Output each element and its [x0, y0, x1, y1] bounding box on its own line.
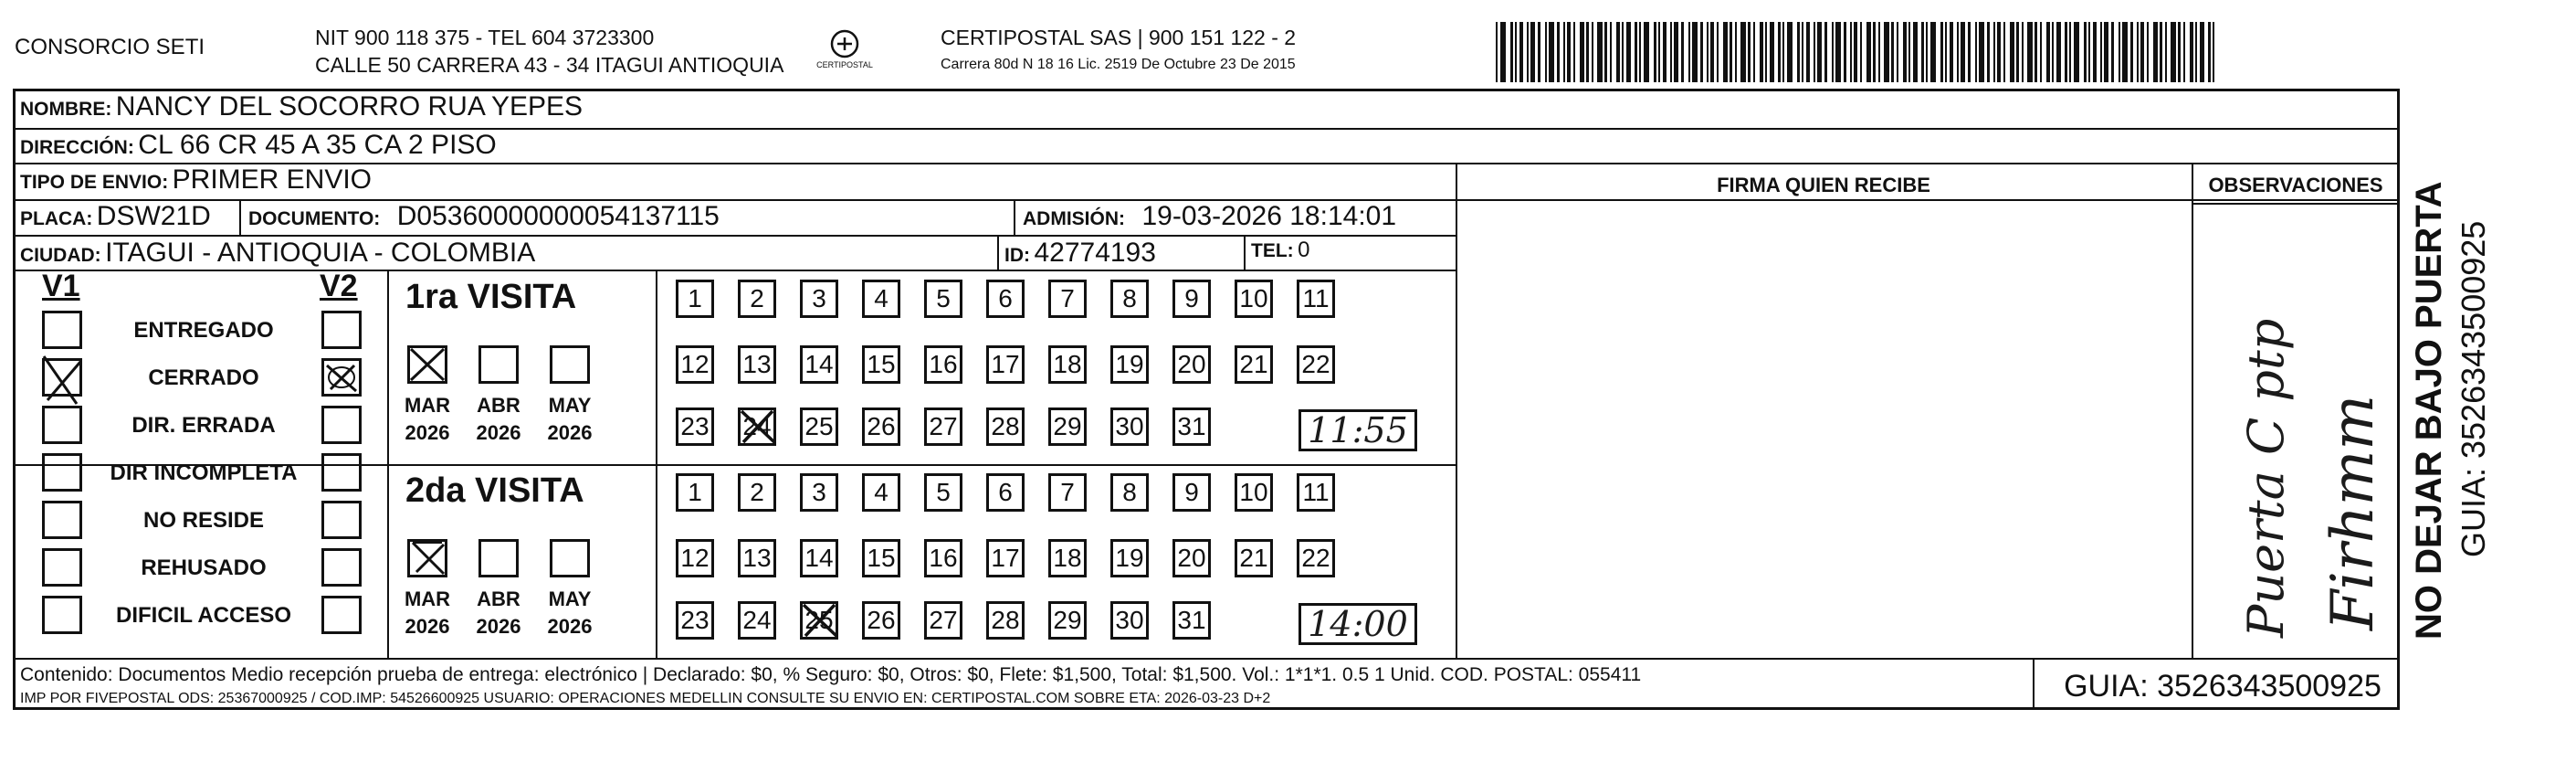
barcode-bar: [1987, 22, 1990, 82]
barcode-bar: [2016, 22, 2019, 82]
reason-no-reside: NO RESIDE: [142, 508, 265, 533]
tel-label: TEL:: [1251, 240, 1294, 261]
barcode-bar: [1740, 22, 1746, 82]
logo-text: CERTIPOSTAL: [816, 60, 873, 69]
barcode-bar: [1616, 22, 1620, 82]
barcode-bar: [1993, 22, 1995, 82]
id-cell: [1004, 238, 1156, 269]
visit-1-year-mar: 2026: [405, 421, 450, 444]
observations-header: OBSERVACIONES: [2208, 174, 2383, 196]
visit-1-day-15[interactable]: 15: [862, 345, 900, 384]
visit-1-day-27[interactable]: 27: [924, 407, 962, 446]
reason-dir-incompleta: DIR INCOMPLETA: [110, 460, 298, 485]
visit-1-day-checkmark-icon: [734, 404, 780, 448]
barcode-bar: [1760, 22, 1763, 82]
city-cell: [20, 238, 535, 269]
barcode-bar: [2010, 22, 2014, 82]
footer-imp-line: IMP POR FIVEPOSTAL ODS: 25367000925 / COD.IMP: 54526600925 USUARIO: OPERACIONES MEDELLIN CONSULTE SU ENVIO EN: CERTIPOSTAL.COM SOBRE ETA: 2026-03-23 D+2: [20, 691, 1271, 706]
plate-value: DSW21D: [96, 201, 211, 231]
visit-2-day-8[interactable]: 8: [1110, 473, 1149, 512]
visit-2-title: 2da VISITA: [405, 471, 584, 510]
visit-2-day-10[interactable]: 10: [1235, 473, 1273, 512]
barcode-bar: [1897, 22, 1898, 82]
barcode-bar: [1782, 22, 1784, 82]
barcode-bar: [2069, 22, 2071, 82]
visit-1-day-21[interactable]: 21: [1235, 345, 1273, 384]
visit-2-day-16[interactable]: 16: [924, 539, 962, 577]
recipient-address: CL 66 CR 45 A 35 CA 2 PISO: [138, 130, 497, 160]
visit-2-day-2[interactable]: 2: [738, 473, 776, 512]
barcode-bar: [2088, 22, 2090, 82]
visit-2-day-1[interactable]: 1: [676, 473, 714, 512]
visit-2-day-24[interactable]: 24: [738, 601, 776, 640]
barcode-bar: [1979, 22, 1984, 82]
visit-2-day-5[interactable]: 5: [924, 473, 962, 512]
visit-1-day-10[interactable]: 10: [1235, 280, 1273, 318]
visit-1-day-25[interactable]: 25: [800, 407, 838, 446]
barcode-bar: [1814, 22, 1815, 82]
visit-2-day-3[interactable]: 3: [800, 473, 838, 512]
visit-1-day-28[interactable]: 28: [986, 407, 1025, 446]
admission-value: 19-03-2026 18:14:01: [1141, 201, 1397, 231]
barcode-bar: [1644, 22, 1649, 82]
v2-cerrado-checkmark-icon: [321, 358, 362, 397]
v2-label: V2: [320, 269, 358, 303]
barcode-bar: [1519, 22, 1523, 82]
barcode-bar: [2178, 22, 2181, 82]
barcode-bar: [1860, 22, 1862, 82]
visit-2-mar-checkmark-icon: [407, 537, 449, 577]
visit-1-day-16[interactable]: 16: [924, 345, 962, 384]
barcode-bar: [1663, 22, 1667, 82]
city-label: CIUDAD:: [20, 245, 101, 266]
barcode-bar: [1496, 22, 1498, 82]
barcode-bar: [1549, 22, 1554, 82]
city-value: ITAGUI - ANTIOQUIA - COLOMBIA: [105, 238, 536, 268]
barcode-bar: [1688, 22, 1690, 82]
side-guia: GUIA: 3526343500925: [2455, 220, 2492, 557]
visit-2-may-box[interactable]: [550, 539, 590, 577]
address-line: CALLE 50 CARRERA 43 - 34 ITAGUI ANTIOQUIA: [315, 53, 784, 77]
visit-2-month-abr: ABR: [477, 587, 520, 610]
reason-entregado: ENTREGADO: [133, 318, 274, 343]
shipment-label: TIPO DE ENVIO:: [20, 172, 169, 193]
barcode-bar: [2056, 22, 2061, 82]
tel-value: 0: [1298, 238, 1310, 262]
visit-1-day-3[interactable]: 3: [800, 280, 838, 318]
visit-2-month-may: MAY: [548, 587, 592, 610]
visit-1-day-7[interactable]: 7: [1048, 280, 1087, 318]
reason-dir-errada: DIR. ERRADA: [131, 413, 276, 438]
v1-label: V1: [42, 269, 80, 303]
visit-1-month-abr: ABR: [477, 394, 520, 417]
barcode-bar: [1824, 22, 1827, 82]
visit-2-day-30[interactable]: 30: [1110, 601, 1149, 640]
barcode-bar: [1997, 22, 2001, 82]
barcode-bar: [2074, 22, 2079, 82]
visit-1-day-13[interactable]: 13: [738, 345, 776, 384]
barcode-bar: [2153, 22, 2158, 82]
barcode-bar: [2140, 22, 2144, 82]
barcode-bar: [1770, 22, 1774, 82]
barcode-bar: [2052, 22, 2054, 82]
visit-2-day-9[interactable]: 9: [1172, 473, 1211, 512]
barcode-bar: [1961, 22, 1965, 82]
barcode-bar: [2213, 22, 2214, 82]
barcode-bar: [1674, 22, 1678, 82]
barcode-bar: [1891, 22, 1894, 82]
signature-header: FIRMA QUIEN RECIBE: [1717, 174, 1930, 196]
barcode-bar: [2130, 22, 2133, 82]
barcode-bar: [1597, 22, 1603, 82]
visit-2-day-27[interactable]: 27: [924, 601, 962, 640]
barcode-bar: [2046, 22, 2050, 82]
barcode-bar: [1753, 22, 1755, 82]
barcode-bar: [2160, 22, 2162, 82]
barcode-bar: [1787, 22, 1793, 82]
visit-1-day-4[interactable]: 4: [862, 280, 900, 318]
visit-2-day-14[interactable]: 14: [800, 539, 838, 577]
visit-2-day-17[interactable]: 17: [986, 539, 1025, 577]
barcode-bar: [1626, 22, 1631, 82]
visit-1-time: 11:55: [1299, 409, 1417, 451]
barcode-bar: [1940, 22, 1943, 82]
barcode-bar: [1913, 22, 1918, 82]
barcode-bar: [1538, 22, 1540, 82]
plate-cell: [20, 201, 211, 232]
barcode-bar: [1850, 22, 1852, 82]
visit-1-day-30[interactable]: 30: [1110, 407, 1149, 446]
visit-2-day-31[interactable]: 31: [1172, 601, 1211, 640]
barcode-bar: [1844, 22, 1846, 82]
visit-1-day-23[interactable]: 23: [676, 407, 714, 446]
visit-2-time: 14:00: [1299, 603, 1417, 645]
license-line: Carrera 80d N 18 16 Lic. 2519 De Octubre 23 De 2015: [941, 57, 1296, 72]
visit-2-day-22[interactable]: 22: [1297, 539, 1335, 577]
visit-2-day-13[interactable]: 13: [738, 539, 776, 577]
visit-2-day-15[interactable]: 15: [862, 539, 900, 577]
visit-2-day-11[interactable]: 11: [1297, 473, 1335, 512]
shipment-type: PRIMER ENVIO: [172, 164, 373, 195]
plate-label: PLACA:: [20, 208, 93, 229]
barcode-bar: [1797, 22, 1800, 82]
barcode-bar: [1610, 22, 1612, 82]
v1-cerrado-checkmark-icon: [37, 351, 88, 409]
visit-1-day-19[interactable]: 19: [1110, 345, 1149, 384]
observation-handwriting-1: Puerta C ptp: [2237, 318, 2295, 638]
id-label: ID:: [1004, 245, 1030, 266]
barcode-bar: [1563, 22, 1565, 82]
tel-cell: [1251, 238, 1309, 263]
barcode-bar: [2171, 22, 2176, 82]
recipient-name: NANCY DEL SOCORRO RUA YEPES: [115, 91, 584, 122]
barcode-bar: [1527, 22, 1529, 82]
company-name: CONSORCIO SETI: [15, 35, 205, 59]
side-warning: NO DEJAR BAJO PUERTA: [2409, 181, 2449, 640]
visit-1-day-1[interactable]: 1: [676, 280, 714, 318]
barcode-bar: [1957, 22, 1959, 82]
name-row: [20, 91, 583, 122]
barcode-bar: [1854, 22, 1857, 82]
barcode-bar: [1586, 22, 1589, 82]
certipostal-logo: [813, 26, 877, 79]
barcode-bar: [1604, 22, 1607, 82]
reason-dificil-acceso: DIFICIL ACCESO: [115, 603, 291, 628]
visit-1-day-2[interactable]: 2: [738, 280, 776, 318]
barcode-bar: [1975, 22, 1977, 82]
visit-1-day-29[interactable]: 29: [1048, 407, 1087, 446]
reason-rehusado: REHUSADO: [141, 556, 267, 580]
visit-1-day-17[interactable]: 17: [986, 345, 1025, 384]
barcode-bar: [1700, 22, 1703, 82]
barcode-bar: [1945, 22, 1947, 82]
barcode-bar: [1873, 22, 1876, 82]
visit-2-day-4[interactable]: 4: [862, 473, 900, 512]
barcode-bar: [1692, 22, 1698, 82]
visit-2-day-21[interactable]: 21: [1235, 539, 1273, 577]
barcode-bar: [1573, 22, 1575, 82]
barcode-bar: [1681, 22, 1684, 82]
barcode-bar: [1835, 22, 1841, 82]
admission-cell: [1023, 201, 1396, 232]
barcode-bar: [2208, 22, 2211, 82]
barcode-bar: [1735, 22, 1737, 82]
barcode-bar: [1765, 22, 1767, 82]
barcode-bar: [1817, 22, 1822, 82]
visit-2-day-7[interactable]: 7: [1048, 473, 1087, 512]
barcode-bar: [2165, 22, 2167, 82]
barcode-bar: [1903, 22, 1907, 82]
visit-1-title: 1ra VISITA: [405, 278, 577, 316]
barcode-bar: [1884, 22, 1889, 82]
barcode-bar: [2111, 22, 2114, 82]
barcode-bar: [1968, 22, 1971, 82]
visit-1-mar-checkmark-icon: [407, 345, 447, 384]
barcode-bar: [1866, 22, 1871, 82]
document-label: DOCUMENTO:: [248, 208, 381, 229]
barcode-bar: [2147, 22, 2149, 82]
visit-2-day-6[interactable]: 6: [986, 473, 1025, 512]
barcode-bar: [1717, 22, 1719, 82]
id-value: 42774193: [1034, 238, 1156, 268]
visit-2-abr-box[interactable]: [478, 539, 519, 577]
barcode-bar: [1515, 22, 1517, 82]
barcode-bar: [1545, 22, 1547, 82]
barcode-bar: [1832, 22, 1834, 82]
visit-1-day-5[interactable]: 5: [924, 280, 962, 318]
nit-line: NIT 900 118 375 - TEL 604 3723300: [315, 26, 655, 49]
visit-1-day-12[interactable]: 12: [676, 345, 714, 384]
barcode-bar: [1500, 22, 1506, 82]
visit-1-day-11[interactable]: 11: [1297, 280, 1335, 318]
barcode-bar: [1710, 22, 1714, 82]
visit-2-day-20[interactable]: 20: [1172, 539, 1211, 577]
footer-guia: GUIA: 3526343500925: [2064, 669, 2381, 704]
visit-1-day-8[interactable]: 8: [1110, 280, 1149, 318]
barcode-bar: [2122, 22, 2128, 82]
barcode-bar: [1778, 22, 1781, 82]
document-cell: [248, 201, 720, 232]
barcode-bar: [1510, 22, 1513, 82]
visit-2-day-23[interactable]: 23: [676, 601, 714, 640]
visit-2-day-checkmark-icon: [796, 598, 842, 641]
visit-1-day-24[interactable]: 24: [738, 407, 776, 446]
visit-2-day-19[interactable]: 19: [1110, 539, 1149, 577]
visit-2-day-18[interactable]: 18: [1048, 539, 1087, 577]
barcode-bar: [1639, 22, 1641, 82]
barcode-bar: [2100, 22, 2102, 82]
barcode-bar: [1580, 22, 1584, 82]
address-label: DIRECCIÓN:: [20, 137, 134, 158]
visit-2-year-abr: 2026: [476, 615, 521, 638]
visit-2-day-29[interactable]: 29: [1048, 601, 1087, 640]
barcode-bar: [2035, 22, 2037, 82]
barcode-bar: [1748, 22, 1751, 82]
visit-1-month-mar: MAR: [404, 394, 451, 417]
visit-2-day-12[interactable]: 12: [676, 539, 714, 577]
barcode-bar: [2003, 22, 2005, 82]
barcode-bar: [1930, 22, 1936, 82]
barcode-bar: [1802, 22, 1803, 82]
barcode-bar: [2119, 22, 2120, 82]
barcode-bar: [1926, 22, 1928, 82]
barcode-bar: [2104, 22, 2108, 82]
visit-1-year-abr: 2026: [476, 421, 521, 444]
barcode-bar: [1730, 22, 1732, 82]
barcode-bar: [1878, 22, 1880, 82]
visit-2-day-26[interactable]: 26: [862, 601, 900, 640]
visit-1-day-18[interactable]: 18: [1048, 345, 1087, 384]
visit-1-day-26[interactable]: 26: [862, 407, 900, 446]
certipostal-line: CERTIPOSTAL SAS | 900 151 122 - 2: [941, 26, 1297, 49]
barcode-bar: [1530, 22, 1535, 82]
barcode-bar: [2195, 22, 2197, 82]
barcode-bar: [1806, 22, 1810, 82]
visit-2-year-mar: 2026: [405, 615, 450, 638]
barcode-bar: [1950, 22, 1953, 82]
barcode-bar: [2027, 22, 2033, 82]
visit-1-day-20[interactable]: 20: [1172, 345, 1211, 384]
shipment-row: [20, 164, 372, 196]
barcode-bar: [2137, 22, 2139, 82]
visit-1-abr-box[interactable]: [478, 345, 519, 384]
admission-label: ADMISIÓN:: [1023, 208, 1125, 229]
document-value: D05360000000054137115: [396, 201, 720, 231]
address-row: [20, 130, 497, 161]
barcode: [1494, 20, 2224, 84]
barcode-bar: [1622, 22, 1624, 82]
visit-1-day-6[interactable]: 6: [986, 280, 1025, 318]
barcode-bar: [1557, 22, 1560, 82]
barcode-bar: [2084, 22, 2087, 82]
barcode-bar: [1658, 22, 1660, 82]
barcode-bar: [1654, 22, 1656, 82]
barcode-bar: [1592, 22, 1593, 82]
visit-2-day-25[interactable]: 25: [800, 601, 838, 640]
barcode-bar: [2200, 22, 2204, 82]
barcode-bar: [2065, 22, 2067, 82]
barcode-bar: [2183, 22, 2185, 82]
barcode-bar: [2093, 22, 2097, 82]
barcode-bar: [1921, 22, 1924, 82]
barcode-bar: [1908, 22, 1910, 82]
barcode-bar: [2190, 22, 2193, 82]
barcode-bar: [1707, 22, 1709, 82]
name-label: NOMBRE:: [20, 99, 112, 120]
footer-contents: Contenido: Documentos Medio recepción prueba de entrega: electrónico | Declarado: $0, % Seguro: $0, Otros: $0, Flete: $1,500, Total: $1,500. Vol.: 1*1*1. 0.5 1 Unid. COD. POSTAL: 055411: [20, 664, 1642, 685]
barcode-bar: [1567, 22, 1571, 82]
observation-handwriting-2: Firhmm: [2319, 394, 2387, 630]
visit-2-year-may: 2026: [547, 615, 593, 638]
visit-1-day-14[interactable]: 14: [800, 345, 838, 384]
visit-1-day-22[interactable]: 22: [1297, 345, 1335, 384]
visit-1-day-31[interactable]: 31: [1172, 407, 1211, 446]
visit-2-month-mar: MAR: [404, 587, 451, 610]
reason-cerrado: CERRADO: [148, 365, 259, 390]
visit-1-day-9[interactable]: 9: [1172, 280, 1211, 318]
barcode-bar: [1670, 22, 1672, 82]
visit-1-may-box[interactable]: [550, 345, 590, 384]
barcode-bar: [1635, 22, 1637, 82]
visit-1-month-may: MAY: [548, 394, 592, 417]
barcode-bar: [2040, 22, 2042, 82]
visit-2-day-28[interactable]: 28: [986, 601, 1025, 640]
barcode-bar: [2022, 22, 2024, 82]
visit-1-year-may: 2026: [547, 421, 593, 444]
barcode-bar: [1723, 22, 1728, 82]
